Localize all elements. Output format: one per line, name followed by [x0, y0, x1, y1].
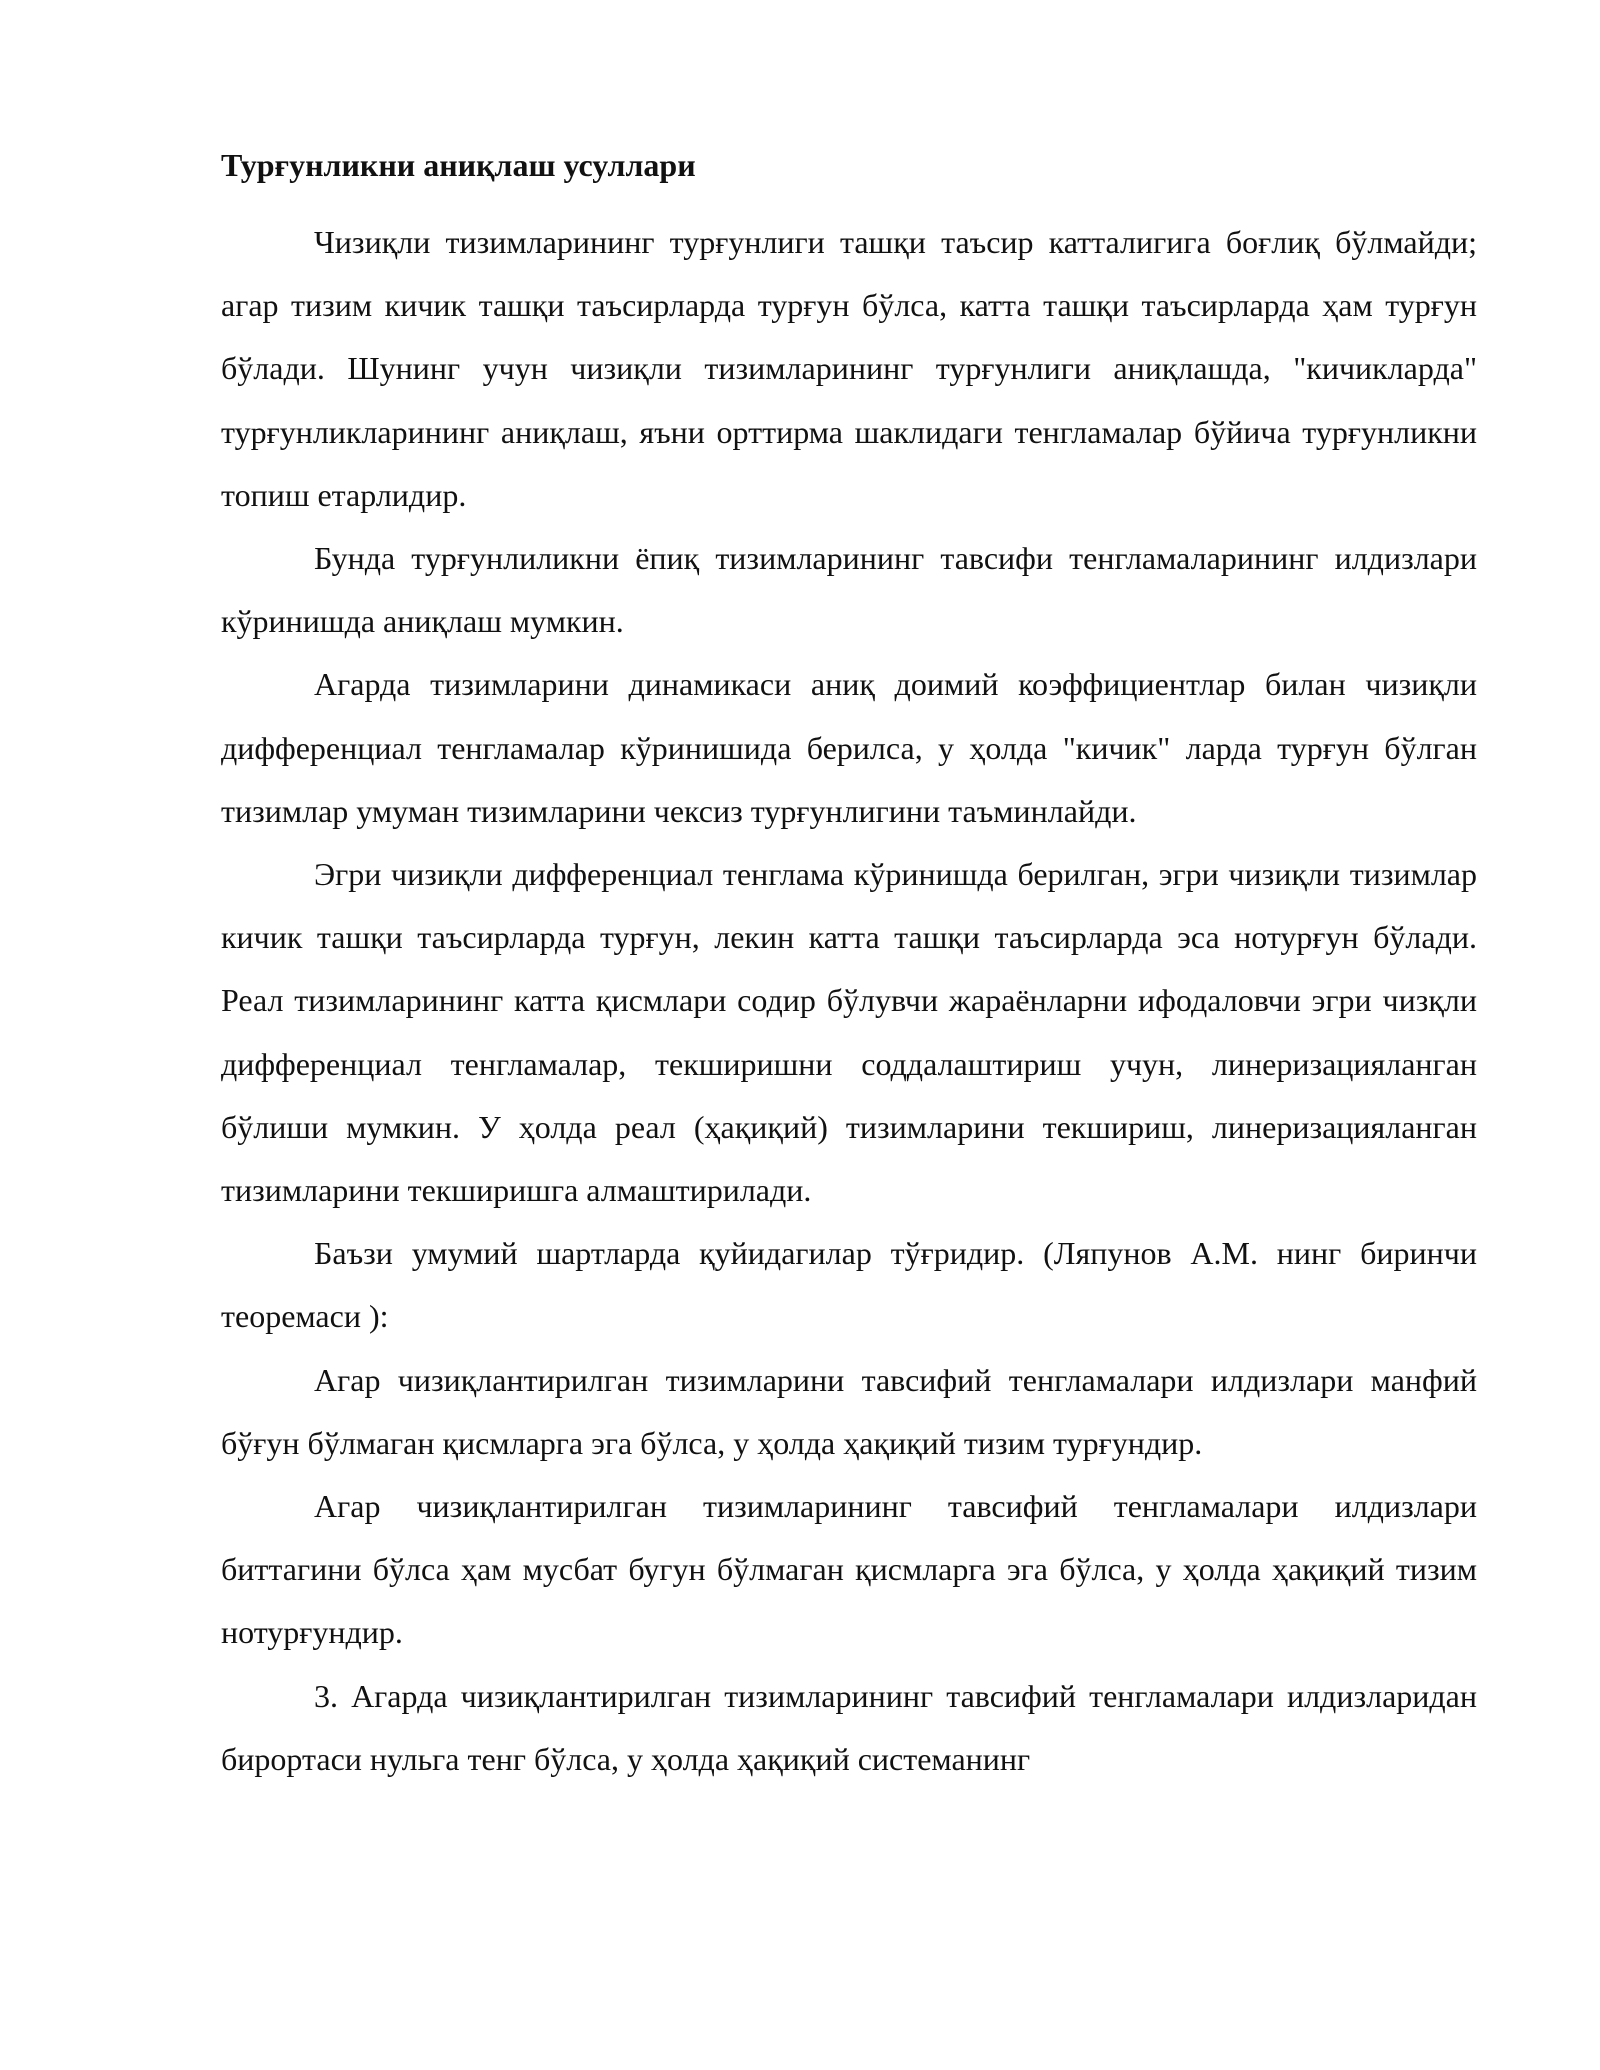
- document-page: [221, 145, 1477, 1791]
- paragraph: Эгри чизиқли дифференциал тенглама кўринишда берилган, эгри чизиқли тизимлар кичик ташқи таъсирларда турғун, лекин катта ташқи таъсирларда эса нотурғун бўлади. Реал тизимларининг катта қисмлари содир бўлувчи жараёнларни ифодаловчи эгри чизқли дифференциал тенгламалар, текширишни соддалаштириш учун, линеризацияланган бўлиши мумкин. У ҳолда реал (ҳақиқий) тизимларини текшириш, линеризацияланган тизимларини текширишга алмаштирилади.: [221, 856, 1477, 1209]
- paragraph: Бунда турғунлиликни ёпиқ тизимларининг тавсифи тенгламаларининг илдизлари кўринишда аниқлаш мумкин.: [221, 540, 1477, 640]
- paragraph: Баъзи умумий шартларда қуйидагилар тўғридир. (Ляпунов А.М. нинг биринчи теоремаси ):: [221, 1235, 1477, 1335]
- document-title: Турғунликни аниқлаш усуллари: [221, 147, 696, 183]
- paragraph: Агар чизиқлантирилган тизимларининг тавсифий тенгламалари илдизлари биттагини бўлса ҳам мусбат бугун бўлмаган қисмларга эга бўлса, у ҳолда ҳақиқий тизим нотурғундир.: [221, 1488, 1477, 1651]
- paragraph: 3. Агарда чизиқлантирилган тизимларининг тавсифий тенгламалари илдизларидан бирортаси нульга тенг бўлса, у ҳолда ҳақиқий системанинг: [221, 1677, 1477, 1777]
- paragraph: Агар чизиқлантирилган тизимларини тавсифий тенгламалари илдизлари манфий бўғун бўлмаган қисмларга эга бўлса, у ҳолда ҳақиқий тизим турғундир.: [221, 1361, 1477, 1461]
- paragraph: Агарда тизимларини динамикаси аниқ доимий коэффициентлар билан чизиқли дифференциал тенгламалар кўринишида берилса, у ҳолда "кичик" ларда турғун бўлган тизимлар умуман тизимларини чексиз турғунлигини таъминлайди.: [221, 666, 1477, 829]
- paragraph: Чизиқли тизимларининг турғунлиги ташқи таъсир катталигига боғлиқ бўлмайди; агар тизим кичик ташқи таъсирларда турғун бўлса, катта ташқи таъсирларда ҳам турғун бўлади. Шунинг учун чизиқли тизимларининг турғунлиги аниқлашда, "кичикларда" турғунликларининг аниқлаш, яъни орттирма шаклидаги тенгламалар бўйича турғунликни топиш етарлидир.: [221, 224, 1477, 513]
